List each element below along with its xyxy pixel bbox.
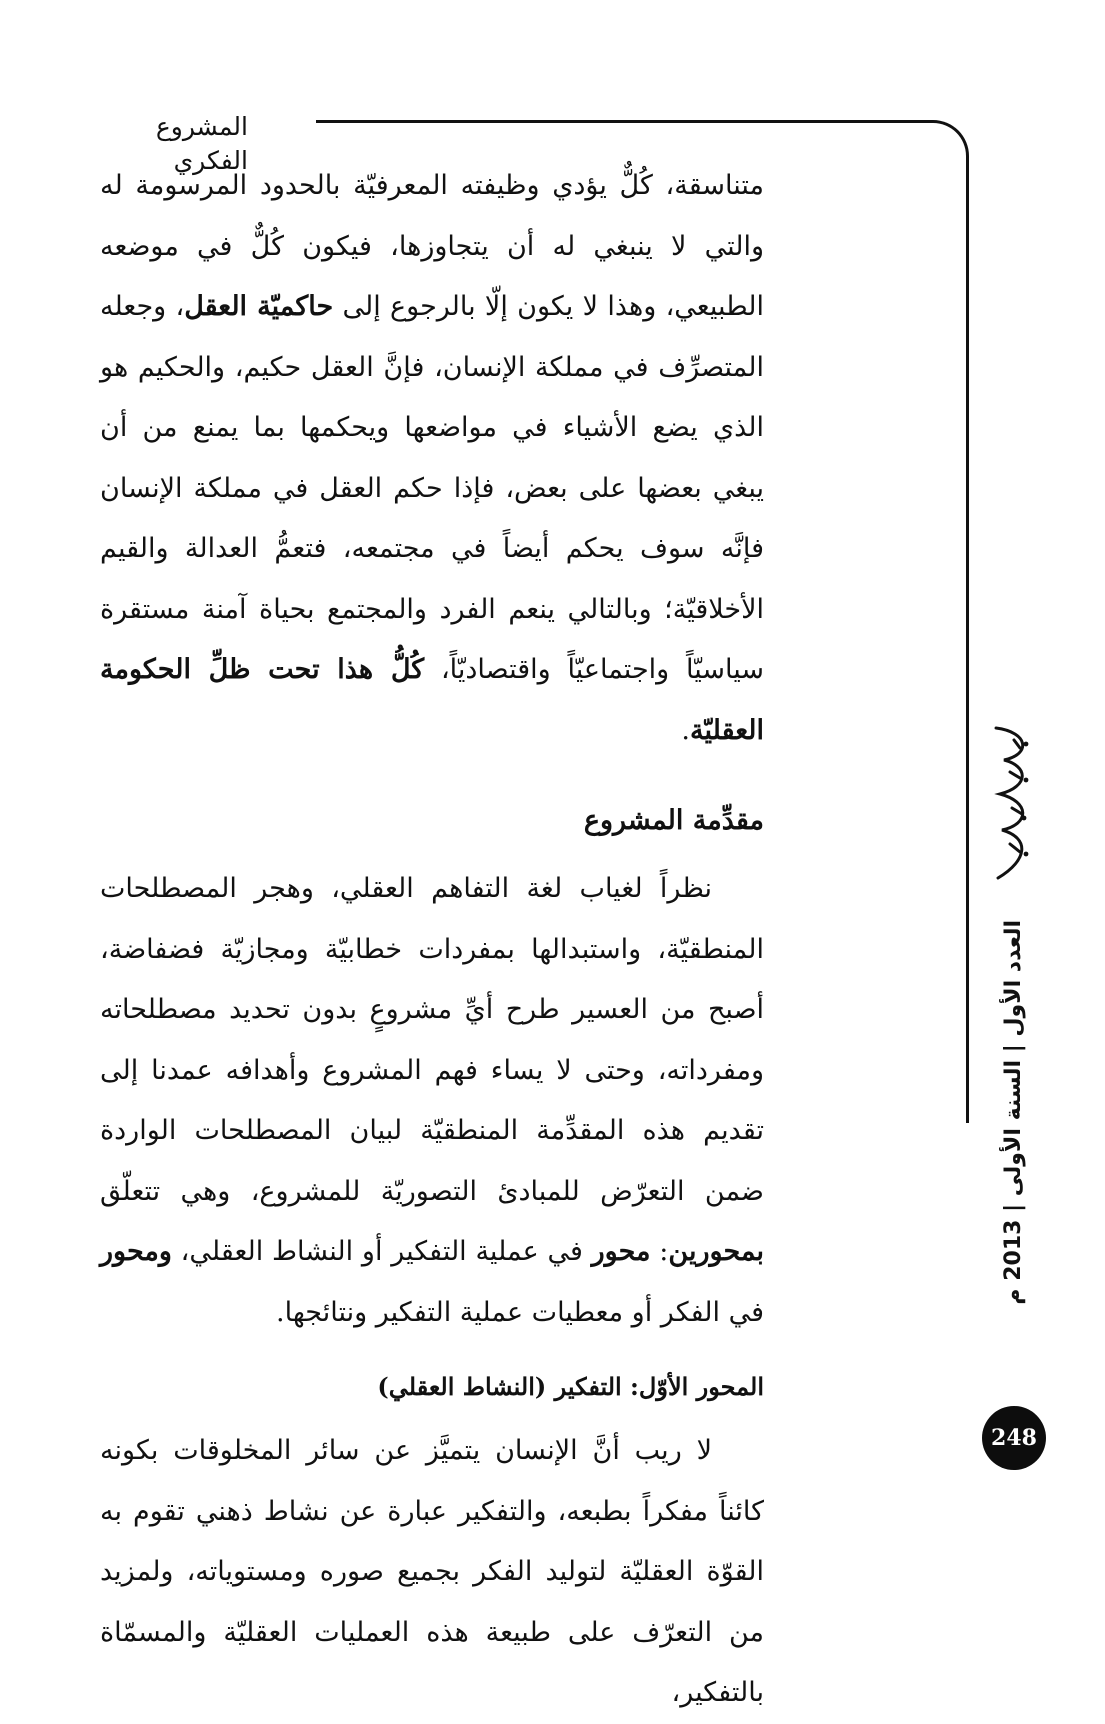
journal-logo-icon <box>986 720 1042 888</box>
paragraph-1-bold-b: كُلُّ هذا تحت ظلِّ الحكومة العقليّة <box>100 654 764 746</box>
article-body <box>100 156 764 1724</box>
section-heading-introduction: مقدِّمة المشروع <box>583 805 764 836</box>
paragraph-2-text-d: في الفكر أو معطيات عملية التفكير ونتائجها. <box>276 1296 764 1328</box>
journal-logo <box>986 720 1042 888</box>
running-header-title: المشروع الفكري <box>155 112 248 175</box>
paragraph-2-bold-a: بمحورين <box>668 1236 764 1267</box>
paragraph-1-text-b: ، وجعله المتصرِّف في مملكة الإنسان، فإنَّ العقل حكيم، والحكيم هو الذي يضع الأشياء في مواضعها ويحكمها بما يمنع من أن يبغي بعضها على بعض، فإذا حكم العقل في مملكة الإنسان فإنَّه سوف يحكم أيضاً في مجتمعه، فتعمُّ العدالة والقيم الأخلاقيّة؛ وبالتالي ينعم الفرد والمجتمع بحياة آمنة مستقرة سياسيّاً واجتماعيّاً واقتصاديّاً، <box>100 291 764 685</box>
paragraph-2-bold-c: ومحور <box>100 1236 172 1267</box>
paragraph-2-bold-b: محور <box>591 1236 651 1267</box>
paragraph-1-text-a: متناسقة، كُلٌّ يؤدي وظيفته المعرفيّة بالحدود المرسومة له والتي لا ينبغي له أن يتجاوزها، فيكون كُلٌّ في موضعه الطبيعي، وهذا لا يكون إلّا بالرجوع إلى <box>100 170 764 322</box>
paragraph-2-text-b: : <box>650 1236 669 1267</box>
paragraph-3: لا ريب أنَّ الإنسان يتميَّز عن سائر المخلوقات بكونه كائناً مفكراً بطبعه، والتفكير عبارة عن نشاط ذهني تقوم به القوّة العقليّة لتوليد الفكر بجميع صوره ومستوياته، ولمزيد من التعرّف على طبيعة هذه العمليات العقليّة والمسمّاة بالتفكير، <box>100 1435 764 1708</box>
paragraph-2 <box>100 859 764 1343</box>
page-number-badge: 248 <box>982 1406 1046 1470</box>
paragraph-2-text-a: نظراً لغياب لغة التفاهم العقلي، وهجر المصطلحات المنطقيّة، واستبدالها بمفردات خطابيّة ومجازيّة فضفاضة، أصبح من العسير طرح أيِّ مشروعٍ بدون تحديد مصطلحاته ومفرداته، وحتى لا يساء فهم المشروع وأهدافه عمدنا إلى تقديم هذه المقدِّمة المنطقيّة لبيان المصطلحات الواردة ضمن التعرّض للمبادئ التصوريّة للمشروع، وهي تتعلّق <box>100 873 764 1207</box>
paragraph-1-end: . <box>681 714 691 746</box>
paragraph-1 <box>100 156 764 761</box>
issue-info-text: العدد الأول | السنة الأولى | 2013 م <box>1000 920 1026 1305</box>
section-heading-first-axis: المحور الأوّل: التفكير (النشاط العقلي) <box>377 1372 764 1401</box>
paragraph-1-bold-a: حاكميّة العقل <box>184 291 334 322</box>
paragraph-2-text-c: في عملية التفكير أو النشاط العقلي، <box>171 1236 592 1267</box>
